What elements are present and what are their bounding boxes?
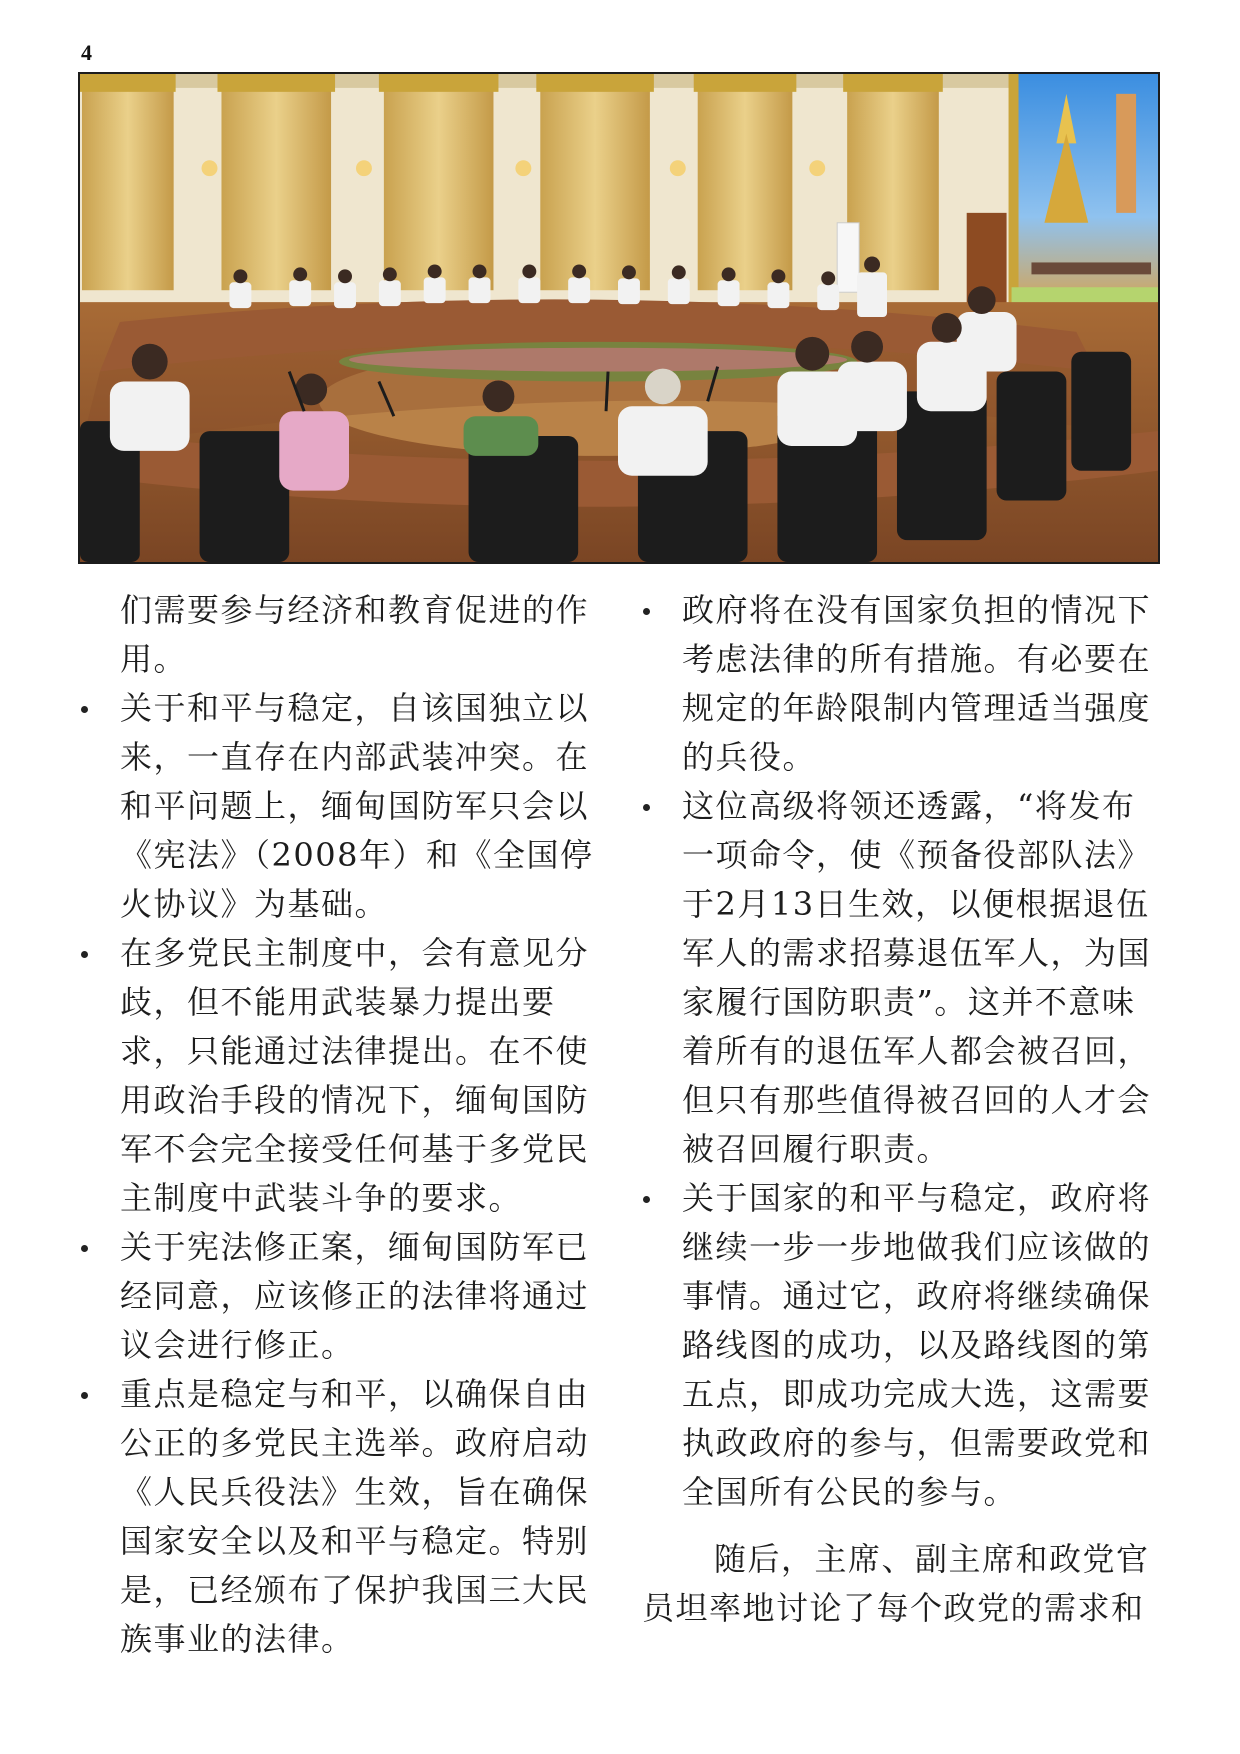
meeting-photo-icon: [80, 74, 1158, 562]
closing-paragraph-line1: 随后，主席、副主席和政党官: [714, 1540, 1150, 1578]
page-number: 4: [81, 40, 92, 65]
bullet-item: 关于国家的和平与稳定，政府将继续一步一步地做我们应该做的事情。通过它，政府将继续确保路线图的成功，以及路线图的第五点，即成功完成大选，这需要执政政府的参与，但需要政党和全国所有公民的参与。: [642, 1174, 1167, 1517]
bullet-item: 这位高级将领还透露，“将发布一项命令，使《预备役部队法》于2月13日生效，以便根据退伍军人的需求招募退伍军人，为国家履行国防职责”。这并不意味着所有的退伍军人都会被召回，但只有那些值得被召回的人才会被召回履行职责。: [642, 782, 1167, 1174]
bullet-item: 关于宪法修正案，缅甸国防军已经同意，应该修正的法律将通过议会进行修正。: [80, 1223, 605, 1370]
bullet-item: 重点是稳定与和平，以确保自由公正的多党民主选举。政府启动《人民兵役法》生效，旨在确保国家安全以及和平与稳定。特别是，已经颁布了保护我国三大民族事业的法律。: [80, 1370, 605, 1664]
meeting-photo: [78, 72, 1160, 564]
bullet-item: 政府将在没有国家负担的情况下考虑法律的所有措施。有必要在规定的年龄限制内管理适当强度的兵役。: [642, 586, 1167, 782]
closing-paragraph-line2: 员坦率地讨论了每个政党的需求和: [642, 1589, 1145, 1627]
continuation-paragraph: 们需要参与经济和教育促进的作用。: [120, 591, 590, 678]
left-column: [80, 586, 605, 1664]
bullet-item: 在多党民主制度中，会有意见分歧，但不能用武装暴力提出要求，只能通过法律提出。在不使用政治手段的情况下，缅甸国防军不会完全接受任何基于多党民主制度中武装斗争的要求。: [80, 929, 605, 1223]
closing-paragraph: [642, 1535, 1167, 1633]
right-column: [642, 586, 1167, 1633]
bullet-item: 关于和平与稳定，自该国独立以来，一直存在内部武装冲突。在和平问题上，缅甸国防军只会以《宪法》（2008年）和《全国停火协议》为基础。: [80, 684, 605, 929]
